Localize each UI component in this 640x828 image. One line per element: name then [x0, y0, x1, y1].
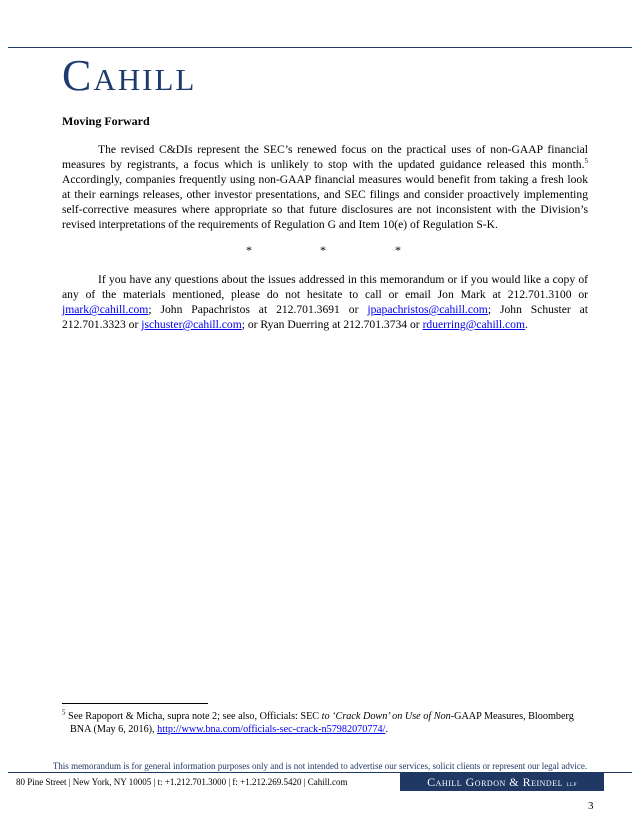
paragraph-2-text: ; or Ryan Duerring at 212.701.3734 or [241, 318, 423, 331]
footnote-text: . [385, 724, 389, 735]
section-heading: Moving Forward [62, 114, 150, 128]
footnote-text: -GAAP Measures, Bloomberg BNA (May 6, 2016), [70, 711, 574, 735]
asterisk: * [395, 243, 401, 257]
paragraph-1-text: The revised C&DIs represent the SEC’s renewed focus on the practical uses of non-GAAP financial measures by registrants, a focus which is unlikely to stop with the updated guidance released this month. [62, 143, 588, 171]
email-link-papachristos[interactable]: jpapachristos@cahill.com [367, 303, 488, 316]
paragraph-2-text: ; John Papachristos at 212.701.3691 or [148, 303, 368, 316]
cahill-logo: Cahill [62, 51, 197, 100]
footer-disclaimer: This memorandum is for general information purposes only and is not intended to advertise our services, solicit clients or represent our legal advice. [52, 761, 588, 771]
firm-name: Cahill Gordon & Reindel [427, 775, 563, 789]
footnote-italic-title: to ‘Crack Down’ on Use of Non [321, 711, 451, 722]
asterisk: * [246, 243, 252, 257]
footnote [62, 710, 588, 736]
header-rule [8, 47, 632, 48]
page-number: 3 [588, 800, 594, 812]
firm-brand-box [400, 773, 604, 791]
paragraph-2-text: If you have any questions about the issues addressed in this memorandum or if you would like a copy of any of the materials mentioned, please do not hesitate to call or email Jon Mark at 212.701.3100 or [62, 273, 588, 301]
asterisk: * [320, 243, 326, 257]
paragraph-1-rest: Accordingly, companies frequently using non-GAAP financial measures would benefit from taking a fresh look at their earnings releases, other investor presentations, and SEC filings and consider proactively implementing self-corrective measures where appropriate so that future disclosures are not inconsistent with the Division’s revised interpretations of the requirements of Regulation G and Item 10(e) of Regulation S-K. [62, 173, 588, 231]
email-link-duerring[interactable]: rduerring@cahill.com [422, 318, 525, 331]
footer-contact: 80 Pine Street | New York, NY 10005 | t: +1.212.701.3000 | f: +1.212.269.5420 | Cahill.com [16, 777, 348, 787]
paragraph-2-text: . [525, 318, 528, 331]
firm-suffix: llp [566, 780, 577, 788]
body-paragraph-1 [62, 142, 588, 232]
body-paragraph-2 [62, 272, 588, 332]
footnote-rule [62, 703, 208, 704]
email-link-mark[interactable]: jmark@cahill.com [62, 303, 149, 316]
footnote-link[interactable]: http://www.bna.com/officials-sec-crack-n57982070774/ [157, 724, 386, 735]
footnote-ref[interactable]: 5 [584, 157, 588, 166]
footnote-text: See Rapoport & Micha, supra note 2; see also, Officials: SEC [65, 711, 322, 722]
footnote-number: 5 [62, 708, 66, 717]
paragraph-2-text: ; John Schuster at 212.701.3323 or [62, 303, 588, 331]
email-link-schuster[interactable]: jschuster@cahill.com [141, 318, 242, 331]
